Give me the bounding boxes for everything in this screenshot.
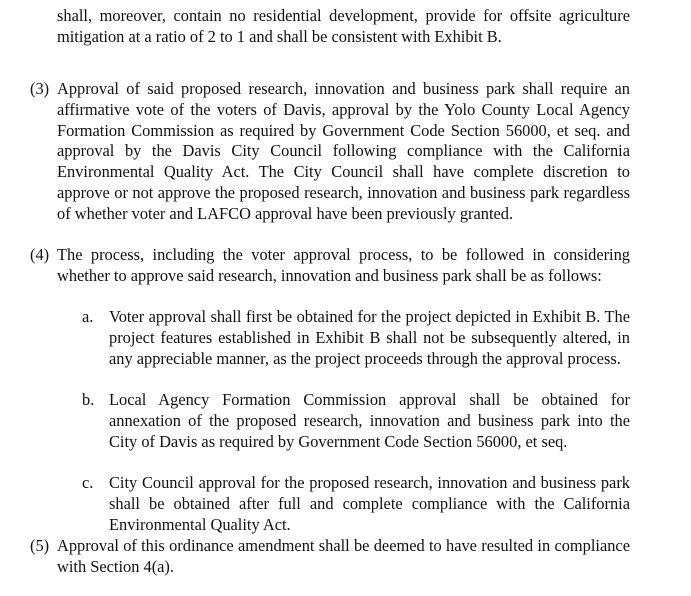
- item-text: Approval of this ordinance amendment shall be deemed to have resulted in compliance with Section 4(a).: [57, 536, 630, 576]
- item-number: (4): [30, 245, 50, 264]
- subitem-text: City Council approval for the proposed research, innovation and business park shall be obtained after full and complete compliance with the California Environmental Quality Act.: [109, 473, 630, 534]
- subitem-text: Voter approval shall first be obtained for the project depicted in Exhibit B. The project features established in Exhibit B shall not be subsequently altered, in any appreciable manner, as the project proceeds through the approval process.: [109, 307, 630, 368]
- item-number: (5): [30, 536, 50, 555]
- subitem-letter: a.: [82, 307, 94, 326]
- item-text: Approval of said proposed research, innovation and business park shall require an affirmative vote of the voters of Davis, approval by the Yolo County Local Agency Formation Commission as required by Government Code Section 56000, et seq. and approval by the Davis City Council following compliance with the California Environmental Quality Act. The City Council shall have complete discretion to approve or not approve the proposed research, innovation and business park regardless of whether voter and LAFCO approval have been previously granted.: [57, 79, 630, 223]
- section-item-5: [30, 536, 630, 578]
- section-item-4: [30, 245, 630, 287]
- item-number: (3): [30, 79, 50, 98]
- subitem-text: Local Agency Formation Commission approval shall be obtained for annexation of the proposed research, innovation and business park into the City of Davis as required by Government Code Section 56000, et seq.: [109, 390, 630, 451]
- subitem-letter: b.: [82, 390, 95, 409]
- subitem-letter: c.: [82, 473, 94, 492]
- continuation-paragraph: shall, moreover, contain no residential development, provide for offsite agriculture mitigation at a ratio of 2 to 1 and shall be consistent with Exhibit B.: [57, 6, 630, 46]
- item-text: The process, including the voter approval process, to be followed in considering whether to approve said research, innovation and business park shall be as follows:: [57, 245, 630, 285]
- subitem-b: [82, 390, 630, 452]
- subitem-a: [82, 307, 630, 369]
- subitem-c: [82, 473, 630, 535]
- section-item-3: [30, 79, 630, 225]
